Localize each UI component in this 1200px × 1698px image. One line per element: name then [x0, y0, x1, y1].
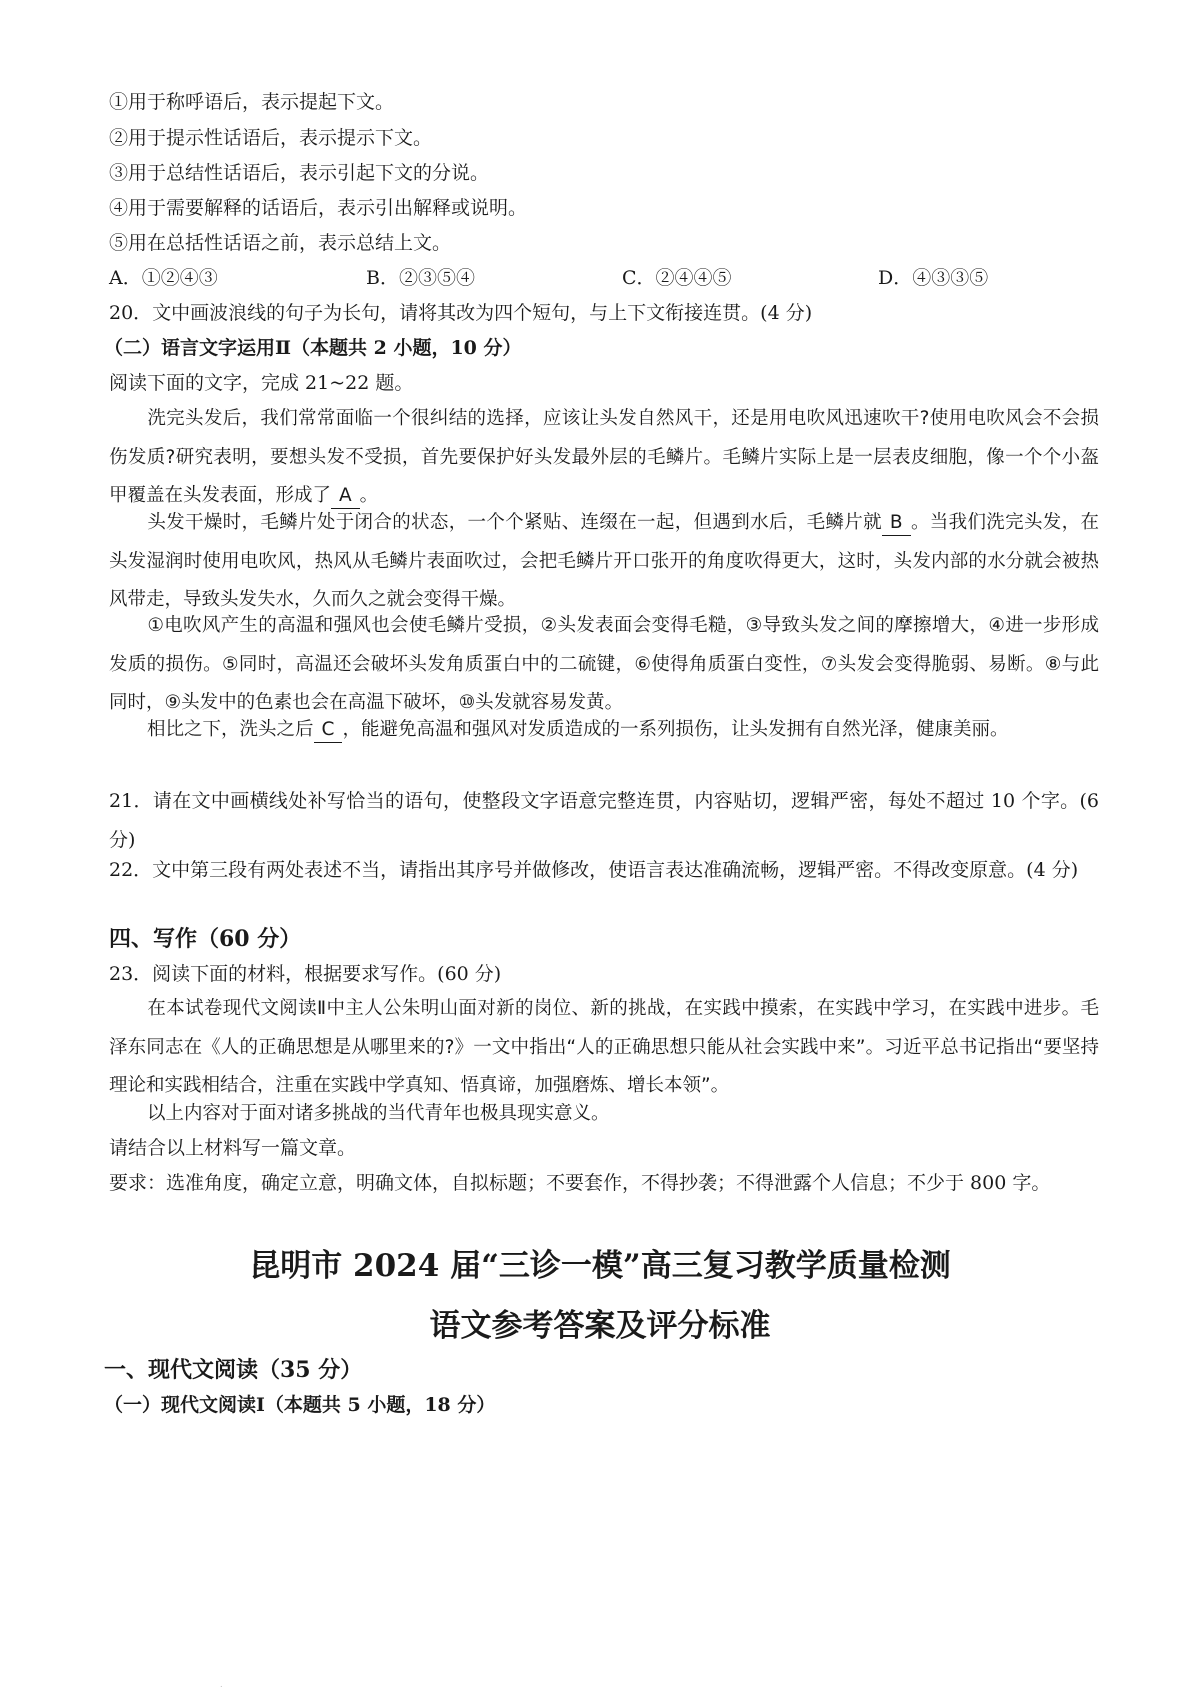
blank-b: B [882, 511, 911, 536]
question-22: 22．文中第三段有两处表述不当，请指出其序号并做修改，使语言表达准确流畅，逻辑严密。不得改变原意。(4 分) [109, 859, 1079, 881]
material-paragraph-1 [109, 990, 1099, 1106]
section-2-instruction: 阅读下面的文字，完成 21~22 题。 [109, 372, 414, 394]
section-2-heading: （二）语言文字运用Ⅱ（本题共 2 小题，10 分） [104, 337, 522, 359]
passage-p4-text: 相比之下，洗头之后 [147, 719, 314, 740]
passage-p1-end: 。 [359, 485, 379, 506]
q19-statement-3: ③用于总结性话语后，表示引起下文的分说。 [109, 162, 490, 184]
answer-section-1-subheading: （一）现代文阅读Ⅰ（本题共 5 小题，18 分） [104, 1394, 496, 1416]
q19-choice-a: A．①②④③ [109, 267, 218, 289]
passage-paragraph-1 [109, 400, 1099, 516]
question-20: 20．文中画波浪线的句子为长句，请将其改为四个短句，与上下文衔接连贯。(4 分) [109, 302, 813, 324]
material-p2-text: 以上内容对于面对诸多挑战的当代青年也极具现实意义。 [147, 1103, 610, 1124]
q19-choice-c: C．②④④⑤ [622, 267, 732, 289]
question-23: 23．阅读下面的材料，根据要求写作。(60 分) [109, 963, 502, 985]
answer-key-title: 昆明市 2024 届“三诊一模”高三复习教学质量检测 [249, 1248, 951, 1284]
q19-statement-5: ⑤用在总括性话语之前，表示总结上文。 [109, 232, 452, 254]
blank-a: A [331, 484, 360, 509]
passage-p3-text: ①电吹风产生的高温和强风也会使毛鳞片受损，②头发表面会变得毛糙，③导致头发之间的摩擦增大，④进一步形成发质的损伤。⑤同时，高温还会破坏头发角质蛋白中的二硫键，⑥使得角质蛋白变性，⑦头发会变得脆弱、易断。⑧与此同时，⑨头发中的色素也会在高温下破坏，⑩头发就容易发黄。 [109, 615, 1099, 713]
passage-paragraph-4 [109, 711, 1099, 750]
material-p1-text: 在本试卷现代文阅读Ⅱ中主人公朱明山面对新的岗位、新的挑战，在实践中摸索，在实践中学习，在实践中进步。毛泽东同志在《人的正确思想是从哪里来的?》一文中指出“人的正确思想只能从社会实践中来”。习近平总书记指出“要坚持理论和实践相结合，注重在实践中学真知、悟真谛，加强磨炼、增长本领”。 [109, 998, 1099, 1096]
passage-p4-end: ，能避免高温和强风对发质造成的一系列损伤，让头发拥有自然光泽，健康美丽。 [342, 719, 1009, 740]
material-paragraph-2 [109, 1095, 1099, 1134]
passage-p1-text: 洗完头发后，我们常常面临一个很纠结的选择，应该让头发自然风干，还是用电吹风迅速吹干?使用电吹风会不会损伤发质?研究表明，要想头发不受损，首先要保护好头发最外层的毛鳞片。毛鳞片实际上是一层表皮细胞，像一个个小盔甲覆盖在头发表面，形成了 [109, 408, 1099, 506]
passage-paragraph-2 [109, 504, 1099, 620]
part-4-heading: 四、写作（60 分） [109, 926, 302, 952]
blank-c: C [314, 718, 343, 743]
q19-statement-1: ①用于称呼语后，表示提起下文。 [109, 91, 395, 113]
question-21: 21．请在文中画横线处补写恰当的语句，使整段文字语意完整连贯，内容贴切，逻辑严密，每处不超过 10 个字。(6 分) [109, 790, 1099, 851]
q19-choice-b: B．②③⑤④ [366, 267, 475, 289]
writing-requirements: 要求：选准角度，确定立意，明确文体，自拟标题；不要套作，不得抄袭；不得泄露个人信息；不少于 800 字。 [109, 1172, 1051, 1194]
answer-key-subtitle: 语文参考答案及评分标准 [429, 1308, 771, 1344]
footer-mark: . [220, 1680, 223, 1689]
passage-p2-end: 。当我们洗完头发，在头发湿润时使用电吹风，热风从毛鳞片表面吹过，会把毛鳞片开口张开的角度吹得更大，这时，头发内部的水分就会被热风带走，导致头发失水，久而久之就会变得干燥。 [109, 512, 1099, 610]
passage-paragraph-3 [109, 607, 1099, 723]
q19-statement-4: ④用于需要解释的话语后，表示引出解释或说明。 [109, 197, 528, 219]
answer-section-1-heading: 一、现代文阅读（35 分） [104, 1357, 363, 1383]
q19-choice-d: D．④③③⑤ [878, 267, 989, 289]
passage-p2-text: 头发干燥时，毛鳞片处于闭合的状态，一个个紧贴、连缀在一起，但遇到水后，毛鳞片就 [147, 512, 882, 533]
q19-statement-2: ②用于提示性话语后，表示提示下文。 [109, 127, 433, 149]
writing-task: 请结合以上材料写一篇文章。 [109, 1137, 357, 1159]
